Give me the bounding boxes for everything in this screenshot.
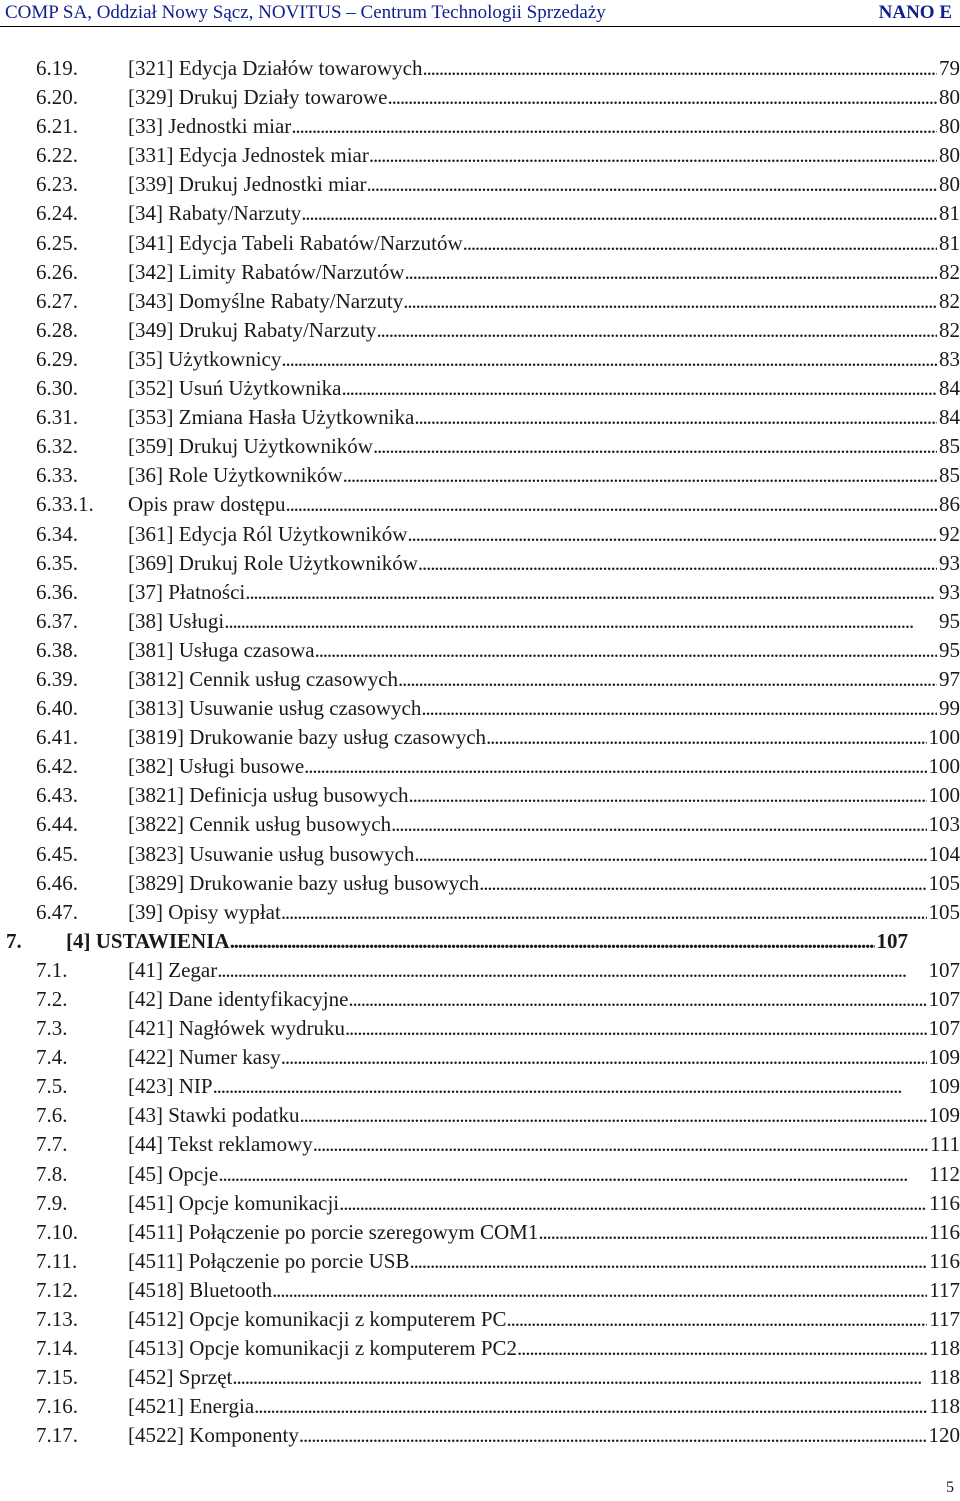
toc-entry-line bbox=[128, 665, 960, 694]
toc-entry-number: 6.28. bbox=[36, 317, 78, 342]
toc-entry-number: 7.17. bbox=[36, 1423, 78, 1448]
toc-dot-leader bbox=[315, 636, 937, 665]
toc-entry-line bbox=[128, 1276, 960, 1305]
toc-entry-number: 6.34. bbox=[36, 521, 78, 546]
toc-entry-number: 7.13. bbox=[36, 1307, 78, 1332]
toc-entry-line bbox=[128, 170, 960, 199]
toc-entry-number: 7.3. bbox=[36, 1016, 68, 1041]
toc-entry-title: [422] Numer kasy bbox=[128, 1045, 281, 1070]
toc-entry-line bbox=[128, 83, 960, 112]
toc-entry[interactable] bbox=[0, 374, 960, 403]
toc-dot-leader bbox=[418, 549, 937, 578]
toc-entry-line bbox=[128, 810, 960, 839]
toc-dot-leader bbox=[538, 1218, 927, 1247]
toc-entry-line bbox=[128, 694, 960, 723]
toc-entry-title: [329] Drukuj Działy towarowe bbox=[128, 85, 388, 110]
toc-entry-page: 107 bbox=[876, 928, 908, 953]
toc-entry-number: 7.8. bbox=[36, 1161, 68, 1186]
toc-entry-page: 116 bbox=[929, 1190, 960, 1215]
toc-entry-page: 80 bbox=[939, 85, 960, 110]
toc-entry-title: [44] Tekst reklamowy bbox=[128, 1132, 313, 1157]
toc-entry-title: [321] Edycja Działów towarowych bbox=[128, 56, 423, 80]
toc-entry-number: 6.29. bbox=[36, 346, 78, 371]
toc-entry[interactable] bbox=[0, 927, 960, 956]
toc-entry-title: [361] Edycja Ról Użytkowników bbox=[128, 521, 408, 546]
toc-entry-page: 100 bbox=[928, 754, 960, 779]
toc-entry-number: 6.19. bbox=[36, 56, 78, 80]
toc-entry[interactable] bbox=[0, 83, 960, 112]
toc-entry-title: [42] Dane identyfikacyjne bbox=[128, 987, 349, 1011]
toc-entry[interactable] bbox=[0, 432, 960, 461]
toc-entry-title: [3821] Definicja usług busowych bbox=[128, 783, 409, 808]
toc-entry-line bbox=[128, 461, 960, 490]
toc-entry-line bbox=[128, 1247, 960, 1276]
toc-dot-leader bbox=[281, 345, 937, 374]
toc-entry-page: 120 bbox=[928, 1423, 960, 1448]
toc-entry[interactable] bbox=[0, 694, 960, 723]
toc-entry-number: 6.22. bbox=[36, 143, 78, 168]
toc-dot-leader bbox=[422, 54, 937, 83]
toc-entry[interactable] bbox=[0, 898, 960, 927]
toc-entry[interactable] bbox=[0, 1189, 960, 1218]
toc-dot-leader bbox=[409, 781, 927, 810]
toc-entry-title: [369] Drukuj Role Użytkowników bbox=[128, 550, 418, 575]
toc-entry-page: 84 bbox=[939, 376, 960, 401]
toc-dot-leader bbox=[245, 578, 937, 607]
toc-entry-page: 92 bbox=[939, 521, 960, 546]
toc-entry-line bbox=[128, 374, 960, 403]
toc-entry-page: 109 bbox=[928, 1103, 960, 1128]
toc-dot-leader bbox=[272, 1276, 927, 1305]
toc-entry-page: 81 bbox=[939, 230, 960, 255]
toc-entry-line bbox=[128, 898, 960, 927]
toc-entry[interactable] bbox=[0, 1276, 960, 1305]
toc-entry-page: 116 bbox=[929, 1248, 960, 1273]
toc-dot-leader bbox=[414, 403, 937, 432]
toc-entry-page: 93 bbox=[939, 550, 960, 575]
toc-dot-leader bbox=[391, 810, 926, 839]
toc-entry[interactable] bbox=[0, 752, 960, 781]
toc-dot-leader bbox=[369, 141, 937, 170]
toc-entry[interactable] bbox=[0, 578, 960, 607]
toc-dot-leader bbox=[281, 1043, 927, 1072]
toc-dot-leader bbox=[403, 287, 937, 316]
toc-entry-page: 99 bbox=[939, 696, 960, 721]
toc-entry-number: 6.39. bbox=[36, 666, 78, 691]
toc-entry-page: 85 bbox=[939, 434, 960, 459]
toc-dot-leader bbox=[409, 1247, 927, 1276]
toc-entry[interactable] bbox=[0, 781, 960, 810]
toc-entry-number: 6.42. bbox=[36, 754, 78, 779]
toc-entry-line bbox=[128, 578, 960, 607]
toc-entry-line bbox=[128, 1014, 960, 1043]
toc-entry-line bbox=[128, 1072, 960, 1101]
toc-entry-page: 80 bbox=[939, 172, 960, 197]
toc-entry[interactable] bbox=[0, 549, 960, 578]
toc-entry-page: 118 bbox=[929, 1394, 960, 1419]
header-company: COMP SA, Oddział Nowy Sącz, NOVITUS – Centrum Technologii Sprzedaży bbox=[5, 2, 606, 23]
toc-entry-page: 82 bbox=[939, 288, 960, 313]
toc-entry-line bbox=[128, 1130, 960, 1159]
toc-entry-line bbox=[128, 956, 960, 985]
toc-entry-line bbox=[128, 1363, 960, 1392]
toc-entry-title: [35] Użytkownicy bbox=[128, 346, 282, 371]
toc-entry-line bbox=[128, 403, 960, 432]
toc-entry-line bbox=[128, 54, 960, 83]
toc-entry-number: 6.20. bbox=[36, 85, 78, 110]
toc-entry-title: [3819] Drukowanie bazy usług czasowych bbox=[128, 725, 487, 750]
toc-entry-number: 7.15. bbox=[36, 1365, 78, 1390]
toc-dot-leader bbox=[398, 665, 937, 694]
toc-entry[interactable] bbox=[0, 1421, 960, 1450]
toc-dot-leader bbox=[517, 1334, 927, 1363]
toc-dot-leader bbox=[313, 1130, 928, 1159]
toc-dot-leader bbox=[479, 869, 926, 898]
toc-entry[interactable] bbox=[0, 1160, 960, 1189]
toc-entry[interactable] bbox=[0, 287, 960, 316]
toc-entry-title: [352] Usuń Użytkownika bbox=[128, 376, 342, 401]
toc-entry-page: 107 bbox=[928, 957, 960, 982]
toc-entry-line bbox=[128, 287, 960, 316]
toc-entry[interactable] bbox=[0, 54, 960, 83]
toc-dot-leader bbox=[388, 83, 937, 112]
toc-dot-leader bbox=[291, 112, 937, 141]
toc-entry-title: [43] Stawki podatku bbox=[128, 1103, 300, 1128]
toc-entry-number: 7.4. bbox=[36, 1045, 68, 1070]
toc-entry-title: [36] Role Użytkowników bbox=[128, 463, 343, 488]
toc-entry[interactable] bbox=[0, 490, 960, 519]
toc-entry-title: [4] USTAWIENIA bbox=[66, 928, 230, 953]
toc-entry-title: [4518] Bluetooth bbox=[128, 1277, 273, 1302]
toc-dot-leader bbox=[367, 170, 937, 199]
toc-dot-leader bbox=[339, 1189, 927, 1218]
toc-entry[interactable] bbox=[0, 1072, 960, 1101]
toc-dot-leader bbox=[304, 752, 926, 781]
toc-entry-title: [37] Płatności bbox=[128, 579, 246, 604]
toc-dot-leader bbox=[218, 1160, 927, 1189]
toc-entry-number: 6.23. bbox=[36, 172, 78, 197]
toc-dot-leader bbox=[301, 199, 937, 228]
toc-entry-page: 105 bbox=[928, 899, 960, 924]
toc-entry-number: 7.7. bbox=[36, 1132, 68, 1157]
toc-dot-leader bbox=[299, 1421, 927, 1450]
toc-dot-leader bbox=[421, 694, 937, 723]
toc-dot-leader bbox=[254, 1392, 927, 1421]
toc-entry-line bbox=[128, 840, 960, 869]
toc-entry-page: 82 bbox=[939, 317, 960, 342]
toc-entry-title: [423] NIP bbox=[128, 1074, 213, 1099]
toc-entry-title: [3813] Usuwanie usług czasowych bbox=[128, 696, 422, 721]
toc-entry-page: 97 bbox=[939, 666, 960, 691]
toc-entry-line bbox=[128, 869, 960, 898]
toc-entry-line bbox=[66, 927, 908, 956]
toc-entry-title: [4521] Energia bbox=[128, 1394, 255, 1419]
toc-entry[interactable] bbox=[0, 1218, 960, 1247]
toc-entry-title: [3812] Cennik usług czasowych bbox=[128, 666, 399, 691]
toc-entry-number: 6.27. bbox=[36, 288, 78, 313]
toc-entry-title: [381] Usługa czasowa bbox=[128, 637, 315, 662]
toc-entry-page: 107 bbox=[928, 987, 960, 1011]
toc-entry[interactable] bbox=[0, 985, 960, 1014]
toc-entry[interactable] bbox=[0, 1043, 960, 1072]
toc-dot-leader bbox=[299, 1101, 926, 1130]
toc-entry-page: 117 bbox=[929, 1277, 960, 1302]
toc-entry-number: 6.47. bbox=[36, 899, 78, 924]
toc-entry-page: 118 bbox=[929, 1336, 960, 1361]
header-product: NANO E bbox=[878, 2, 952, 23]
toc-entry-title: Opis praw dostępu bbox=[128, 492, 286, 517]
toc-entry-number: 7.2. bbox=[36, 987, 68, 1011]
toc-entry-number: 6.21. bbox=[36, 114, 78, 139]
toc-entry-number: 7.10. bbox=[36, 1219, 78, 1244]
toc-entry-number: 6.44. bbox=[36, 812, 78, 837]
toc-entry-title: [4512] Opcje komunikacji z komputerem PC bbox=[128, 1307, 507, 1332]
toc-entry[interactable] bbox=[0, 258, 960, 287]
toc-dot-leader bbox=[341, 374, 937, 403]
toc-entry-line bbox=[128, 141, 960, 170]
toc-entry[interactable] bbox=[0, 229, 960, 258]
toc-dot-leader bbox=[285, 490, 937, 519]
toc-entry-line bbox=[128, 112, 960, 141]
toc-entry-title: [339] Drukuj Jednostki miar bbox=[128, 172, 367, 197]
toc-entry[interactable] bbox=[0, 869, 960, 898]
toc-entry-title: [3829] Drukowanie bazy usług busowych bbox=[128, 870, 480, 895]
toc-entry-title: [3822] Cennik usług busowych bbox=[128, 812, 392, 837]
toc-entry-page: 109 bbox=[928, 1045, 960, 1070]
toc-entry[interactable] bbox=[0, 636, 960, 665]
toc-dot-leader bbox=[404, 258, 937, 287]
toc-entry[interactable] bbox=[0, 665, 960, 694]
toc-entry-number: 6.36. bbox=[36, 579, 78, 604]
toc-dot-leader bbox=[414, 840, 926, 869]
toc-entry-number: 7.12. bbox=[36, 1277, 78, 1302]
toc-dot-leader bbox=[348, 985, 926, 1014]
toc-entry-line bbox=[128, 345, 960, 374]
toc-dot-leader bbox=[230, 927, 875, 956]
toc-entry[interactable] bbox=[0, 141, 960, 170]
toc-entry-number: 6.40. bbox=[36, 696, 78, 721]
toc-entry-line bbox=[128, 549, 960, 578]
toc-entry-page: 116 bbox=[929, 1219, 960, 1244]
toc-entry-number: 6.30. bbox=[36, 376, 78, 401]
toc-dot-leader bbox=[232, 1363, 927, 1392]
toc-entry[interactable] bbox=[0, 345, 960, 374]
toc-entry-line bbox=[128, 229, 960, 258]
toc-entry-line bbox=[128, 607, 960, 636]
toc-entry-number: 6.38. bbox=[36, 637, 78, 662]
toc-entry-title: [39] Opisy wypłat bbox=[128, 899, 281, 924]
toc-entry-line bbox=[128, 490, 960, 519]
toc-entry[interactable] bbox=[0, 1392, 960, 1421]
toc-entry-title: [382] Usługi busowe bbox=[128, 754, 305, 779]
toc-entry-title: [451] Opcje komunikacji bbox=[128, 1190, 340, 1215]
toc-entry-number: 7. bbox=[6, 928, 22, 953]
toc-entry-line bbox=[128, 636, 960, 665]
toc-entry-title: [45] Opcje bbox=[128, 1161, 219, 1186]
toc-entry-page: 118 bbox=[929, 1365, 960, 1390]
toc-dot-leader bbox=[224, 607, 937, 636]
toc-entry-line bbox=[128, 1101, 960, 1130]
toc-entry-number: 7.16. bbox=[36, 1394, 78, 1419]
toc-entry-page: 93 bbox=[939, 579, 960, 604]
toc-entry-page: 95 bbox=[939, 637, 960, 662]
toc-entry-title: [359] Drukuj Użytkowników bbox=[128, 434, 373, 459]
toc-entry-number: 6.32. bbox=[36, 434, 78, 459]
toc-entry[interactable] bbox=[0, 1247, 960, 1276]
toc-entry[interactable] bbox=[0, 1305, 960, 1334]
toc-dot-leader bbox=[281, 898, 927, 927]
toc-entry-number: 6.33.1. bbox=[36, 492, 94, 517]
toc-entry-line bbox=[128, 520, 960, 549]
toc-entry-page: 111 bbox=[930, 1132, 960, 1157]
toc-entry[interactable] bbox=[0, 403, 960, 432]
toc-entry-line bbox=[128, 723, 960, 752]
toc-entry-page: 83 bbox=[939, 346, 960, 371]
toc-entry-number: 7.1. bbox=[36, 957, 68, 982]
toc-entry-line bbox=[128, 1305, 960, 1334]
toc-entry-number: 7.9. bbox=[36, 1190, 68, 1215]
toc-entry-line bbox=[128, 1189, 960, 1218]
toc-entry-page: 86 bbox=[939, 492, 960, 517]
toc-entry-page: 84 bbox=[939, 405, 960, 430]
toc-entry-line bbox=[128, 258, 960, 287]
toc-entry[interactable] bbox=[0, 810, 960, 839]
toc-entry[interactable] bbox=[0, 199, 960, 228]
toc-entry-title: [41] Zegar bbox=[128, 957, 218, 982]
toc-entry-number: 6.26. bbox=[36, 259, 78, 284]
toc-entry[interactable] bbox=[0, 316, 960, 345]
toc-entry-number: 6.43. bbox=[36, 783, 78, 808]
toc-entry-page: 107 bbox=[928, 1016, 960, 1041]
toc-entry-number: 6.31. bbox=[36, 405, 78, 430]
toc-entry-number: 6.24. bbox=[36, 201, 78, 226]
toc-entry-page: 100 bbox=[928, 783, 960, 808]
toc-entry-number: 7.5. bbox=[36, 1074, 68, 1099]
toc-entry-title: [343] Domyślne Rabaty/Narzuty bbox=[128, 288, 404, 313]
toc-entry[interactable] bbox=[0, 1363, 960, 1392]
toc-entry-page: 112 bbox=[929, 1161, 960, 1186]
toc-entry[interactable] bbox=[0, 520, 960, 549]
toc-entry-title: [33] Jednostki miar bbox=[128, 114, 292, 139]
toc-entry-line bbox=[128, 752, 960, 781]
toc-entry-page: 82 bbox=[939, 259, 960, 284]
toc-entry[interactable] bbox=[0, 170, 960, 199]
toc-entry-number: 6.46. bbox=[36, 870, 78, 895]
toc-entry-page: 109 bbox=[928, 1074, 960, 1099]
toc-entry-title: [34] Rabaty/Narzuty bbox=[128, 201, 302, 226]
toc-entry[interactable] bbox=[0, 607, 960, 636]
toc-entry-line bbox=[128, 1218, 960, 1247]
toc-entry-page: 105 bbox=[928, 870, 960, 895]
toc-entry-title: [3823] Usuwanie usług busowych bbox=[128, 841, 415, 866]
toc-entry-line bbox=[128, 199, 960, 228]
toc-entry-line bbox=[128, 1160, 960, 1189]
toc-dot-leader bbox=[507, 1305, 928, 1334]
toc-entry-page: 117 bbox=[929, 1307, 960, 1332]
toc-entry-page: 80 bbox=[939, 114, 960, 139]
toc-entry-line bbox=[128, 1421, 960, 1450]
toc-entry-line bbox=[128, 432, 960, 461]
page-header bbox=[0, 0, 960, 27]
toc-entry-page: 79 bbox=[939, 56, 960, 80]
toc-entry-number: 6.25. bbox=[36, 230, 78, 255]
toc-dot-leader bbox=[213, 1072, 927, 1101]
toc-entry[interactable] bbox=[0, 1130, 960, 1159]
toc-entry[interactable] bbox=[0, 1334, 960, 1363]
toc-entry-title: [353] Zmiana Hasła Użytkownika bbox=[128, 405, 415, 430]
toc-entry[interactable] bbox=[0, 1101, 960, 1130]
toc-entry-number: 6.45. bbox=[36, 841, 78, 866]
toc-entry-line bbox=[128, 781, 960, 810]
toc-entry-title: [341] Edycja Tabeli Rabatów/Narzutów bbox=[128, 230, 463, 255]
toc-entry-title: [4511] Połączenie po porcie USB bbox=[128, 1248, 410, 1273]
toc-entry-line bbox=[128, 985, 960, 1014]
toc-entry-title: [349] Drukuj Rabaty/Narzuty bbox=[128, 317, 377, 342]
toc-entry-title: [4511] Połączenie po porcie szeregowym COM1 bbox=[128, 1219, 539, 1244]
toc-entry-line bbox=[128, 1043, 960, 1072]
toc-entry-page: 104 bbox=[928, 841, 960, 866]
toc-entry-title: [421] Nagłówek wydruku bbox=[128, 1016, 345, 1041]
toc-entry-page: 100 bbox=[928, 725, 960, 750]
toc-entry-number: 7.11. bbox=[36, 1248, 78, 1273]
toc-entry-number: 6.41. bbox=[36, 725, 78, 750]
toc-entry[interactable] bbox=[0, 112, 960, 141]
toc-entry-title: [38] Usługi bbox=[128, 608, 225, 633]
toc-entry[interactable] bbox=[0, 723, 960, 752]
toc-dot-leader bbox=[343, 461, 937, 490]
toc-entry[interactable] bbox=[0, 1014, 960, 1043]
toc-entry-number: 6.37. bbox=[36, 608, 78, 633]
toc-entry-page: 80 bbox=[939, 143, 960, 168]
toc-entry-page: 103 bbox=[928, 812, 960, 837]
toc-entry[interactable] bbox=[0, 956, 960, 985]
toc-entry-number: 6.35. bbox=[36, 550, 78, 575]
toc-dot-leader bbox=[407, 520, 937, 549]
toc-entry-line bbox=[128, 316, 960, 345]
toc-entry-line bbox=[128, 1334, 960, 1363]
toc-entry-title: [331] Edycja Jednostek miar bbox=[128, 143, 369, 168]
toc-dot-leader bbox=[345, 1014, 927, 1043]
page-number: 5 bbox=[946, 1479, 954, 1496]
toc-entry-number: 7.14. bbox=[36, 1336, 78, 1361]
toc-entry-number: 7.6. bbox=[36, 1103, 68, 1128]
toc-dot-leader bbox=[217, 956, 926, 985]
toc-entry-page: 95 bbox=[939, 608, 960, 633]
toc-dot-leader bbox=[373, 432, 937, 461]
toc-entry-title: [452] Sprzęt bbox=[128, 1365, 233, 1390]
toc-entry[interactable] bbox=[0, 840, 960, 869]
toc-entry-title: [342] Limity Rabatów/Narzutów bbox=[128, 259, 405, 284]
toc-dot-leader bbox=[376, 316, 937, 345]
table-of-contents bbox=[0, 54, 960, 1451]
toc-entry-number: 6.33. bbox=[36, 463, 78, 488]
toc-entry[interactable] bbox=[0, 461, 960, 490]
toc-dot-leader bbox=[486, 723, 926, 752]
toc-entry-page: 81 bbox=[939, 201, 960, 226]
toc-entry-page: 85 bbox=[939, 463, 960, 488]
toc-dot-leader bbox=[463, 229, 937, 258]
toc-entry-line bbox=[128, 1392, 960, 1421]
toc-entry-title: [4522] Komponenty bbox=[128, 1423, 299, 1448]
toc-entry-title: [4513] Opcje komunikacji z komputerem PC2 bbox=[128, 1336, 518, 1361]
